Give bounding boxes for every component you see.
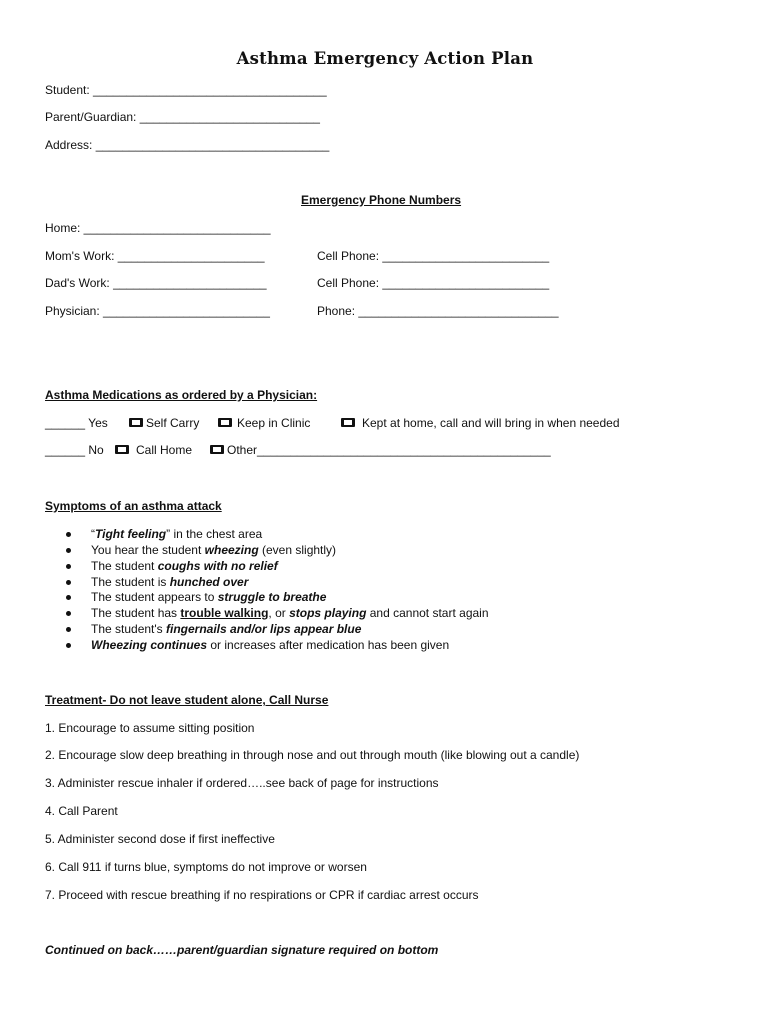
physician-field[interactable]: Physician: _________________________ (45, 304, 270, 318)
cell-phone-field-2[interactable]: Cell Phone: _________________________ (317, 276, 550, 290)
continued-note: Continued on back……parent/guardian signature required on bottom (45, 943, 439, 957)
symptom-item: The student appears to struggle to breathe (91, 590, 327, 604)
symptom-item: The student's fingernails and/or lips appear blue (91, 622, 362, 636)
symptom-item: The student coughs with no relief (91, 559, 278, 573)
call-home-label: Call Home (136, 443, 193, 457)
call-home-checkbox[interactable] (115, 445, 129, 454)
keep-in-clinic-checkbox[interactable] (218, 418, 232, 427)
bullet-icon (66, 532, 71, 537)
symptoms-heading: Symptoms of an asthma attack (45, 499, 222, 513)
page-title: Asthma Emergency Action Plan (236, 49, 534, 68)
bullet-icon (66, 643, 71, 648)
treatment-step: 3. Administer rescue inhaler if ordered…..see back of page for instructions (45, 776, 439, 790)
symptom-item: You hear the student wheezing (even slightly) (91, 543, 337, 557)
treatment-step: 4. Call Parent (45, 804, 118, 818)
bullet-icon (66, 580, 71, 585)
bullet-icon (66, 611, 71, 616)
medication-yes-field[interactable]: ______ Yes (45, 416, 108, 430)
self-carry-label: Self Carry (146, 416, 200, 430)
dads-work-field[interactable]: Dad's Work: _______________________ (45, 276, 267, 290)
medications-heading: Asthma Medications as ordered by a Physician: (45, 388, 318, 402)
bullet-icon (66, 564, 71, 569)
parent-guardian-field[interactable]: Parent/Guardian: ___________________________ (45, 110, 320, 124)
bullet-icon (66, 548, 71, 553)
student-field[interactable]: Student: ___________________________________ (45, 83, 327, 97)
home-phone-field[interactable]: Home: ____________________________ (45, 221, 271, 235)
self-carry-checkbox[interactable] (129, 418, 143, 427)
other-checkbox[interactable] (210, 445, 224, 454)
treatment-step: 7. Proceed with rescue breathing if no respirations or CPR if cardiac arrest occurs (45, 888, 479, 902)
emergency-phone-heading: Emergency Phone Numbers (301, 193, 462, 207)
cell-phone-field-1[interactable]: Cell Phone: _________________________ (317, 249, 550, 263)
physician-phone-field[interactable]: Phone: ______________________________ (317, 304, 559, 318)
kept-at-home-label: Kept at home, call and will bring in when needed (362, 416, 620, 430)
treatment-step: 5. Administer second dose if first ineffective (45, 832, 275, 846)
treatment-step: 1. Encourage to assume sitting position (45, 721, 255, 735)
address-field[interactable]: Address: ___________________________________ (45, 138, 330, 152)
bullet-icon (66, 627, 71, 632)
kept-at-home-checkbox[interactable] (341, 418, 355, 427)
other-field[interactable]: Other____________________________________________ (227, 443, 551, 457)
treatment-heading: Treatment- Do not leave student alone, Call Nurse (45, 693, 329, 707)
symptom-item: “Tight feeling” in the chest area (91, 527, 263, 541)
symptom-item: Wheezing continues or increases after medication has been given (91, 638, 450, 652)
symptom-item: The student has trouble walking, or stops playing and cannot start again (91, 606, 489, 620)
treatment-step: 2. Encourage slow deep breathing in through nose and out through mouth (like blowing out a candle) (45, 748, 580, 762)
bullet-icon (66, 595, 71, 600)
symptom-item: The student is hunched over (91, 575, 249, 589)
keep-in-clinic-label: Keep in Clinic (237, 416, 311, 430)
medication-no-field[interactable]: ______ No (45, 443, 104, 457)
treatment-step: 6. Call 911 if turns blue, symptoms do not improve or worsen (45, 860, 367, 874)
moms-work-field[interactable]: Mom's Work: ______________________ (45, 249, 265, 263)
